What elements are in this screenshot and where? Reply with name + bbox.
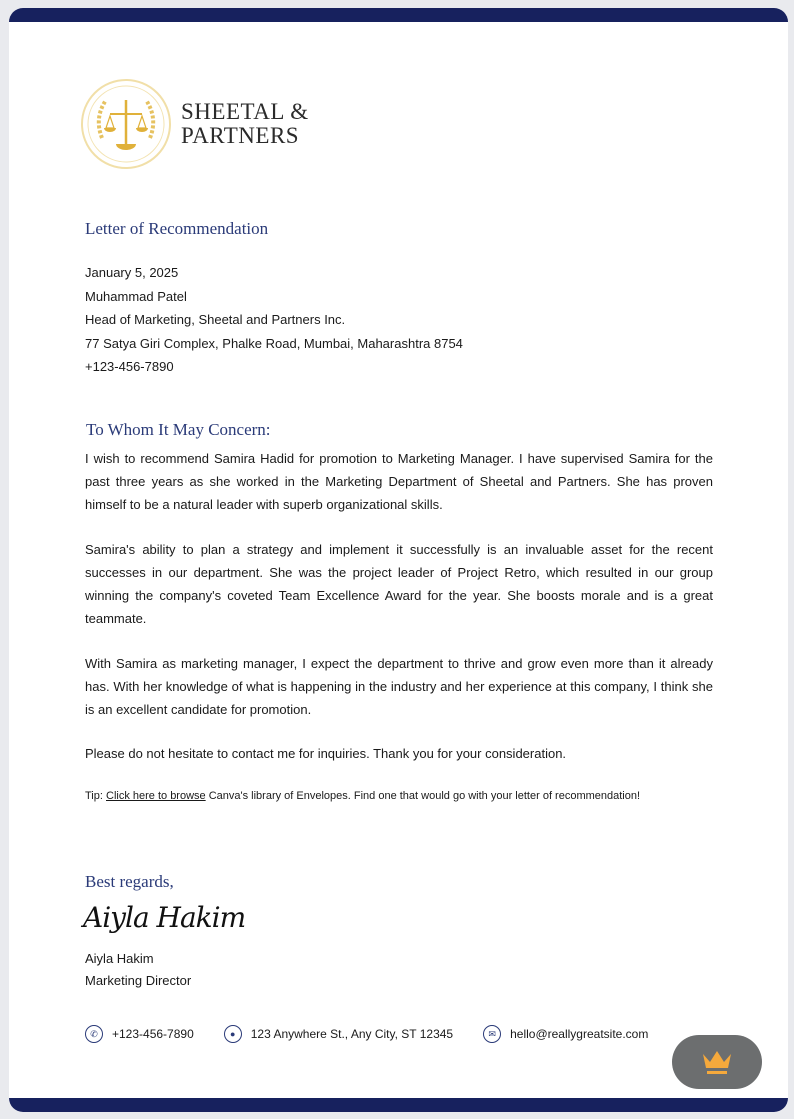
letter-title: Letter of Recommendation (85, 219, 269, 238)
brand-line-1: SHEETAL & (181, 99, 309, 124)
letter-page (9, 8, 788, 1112)
brand-name (181, 100, 309, 148)
letter-date: January 5, 2025 (85, 265, 179, 280)
premium-crown-button[interactable] (672, 1035, 762, 1089)
tip-note (85, 785, 685, 808)
footer-address (224, 1025, 453, 1043)
location-pin-icon: ● (224, 1025, 242, 1043)
signature: Aiyla Hakim (83, 901, 246, 934)
footer-address-text: 123 Anywhere St., Any City, ST 12345 (250, 1027, 454, 1041)
paragraph-3: With Samira as marketing manager, I expect the department to thrive and grow even more than it already has. With her knowledge of what is happening in the industry and her experience at this company, I think she is an excellent candidate for promotion. (85, 656, 713, 717)
email-icon: ✉ (483, 1025, 501, 1043)
scales-logo-icon (80, 78, 172, 170)
signer-block (85, 948, 191, 992)
greeting: To Whom It May Concern: (86, 420, 271, 439)
paragraph-2: Samira's ability to plan a strategy and implement it successfully is an invaluable asset for the recent successes in our department. She was the project leader of Project Retro, which resulted in our group winning the company's coveted Team Excellence Award for the year. She boosts morale and is a great teammate. (85, 542, 713, 626)
footer-phone-text: +123-456-7890 (112, 1027, 194, 1041)
sender-phone: +123-456-7890 (85, 359, 174, 374)
signer-role: Marketing Director (85, 973, 192, 988)
browse-envelopes-link[interactable]: Click here to browse (106, 790, 206, 802)
sender-address: 77 Satya Giri Complex, Phalke Road, Mumbai, Maharashtra 8754 (85, 335, 463, 351)
footer-phone (85, 1025, 194, 1043)
sender-name: Muhammad Patel (85, 288, 187, 304)
tip-prefix: Tip: (85, 790, 106, 802)
bottom-band (9, 1098, 788, 1112)
footer-email (483, 1025, 648, 1043)
contact-footer (85, 1025, 648, 1043)
sender-title: Head of Marketing, Sheetal and Partners Inc. (85, 312, 346, 327)
signer-name: Aiyla Hakim (85, 951, 154, 966)
footer-email-text: hello@reallygreatsite.com (510, 1027, 649, 1041)
closing: Best regards, (85, 872, 174, 891)
paragraph-1: I wish to recommend Samira Hadid for promotion to Marketing Manager. I have supervised Samira for the past three years as she worked in the Marketing Department of Sheetal and Partners. She has proven himself to be a natural leader with superb organizational skills. (85, 451, 713, 512)
tip-suffix: Canva's library of Envelopes. Find one that would go with your letter of recommendation! (205, 790, 641, 802)
paragraph-4: Please do not hesitate to contact me for inquiries. Thank you for your consideration. (85, 746, 567, 761)
crown-icon (700, 1048, 734, 1076)
top-band (9, 8, 788, 22)
brand-line-2: PARTNERS (181, 123, 300, 148)
phone-icon: ✆ (85, 1025, 103, 1043)
sender-block (85, 261, 463, 379)
